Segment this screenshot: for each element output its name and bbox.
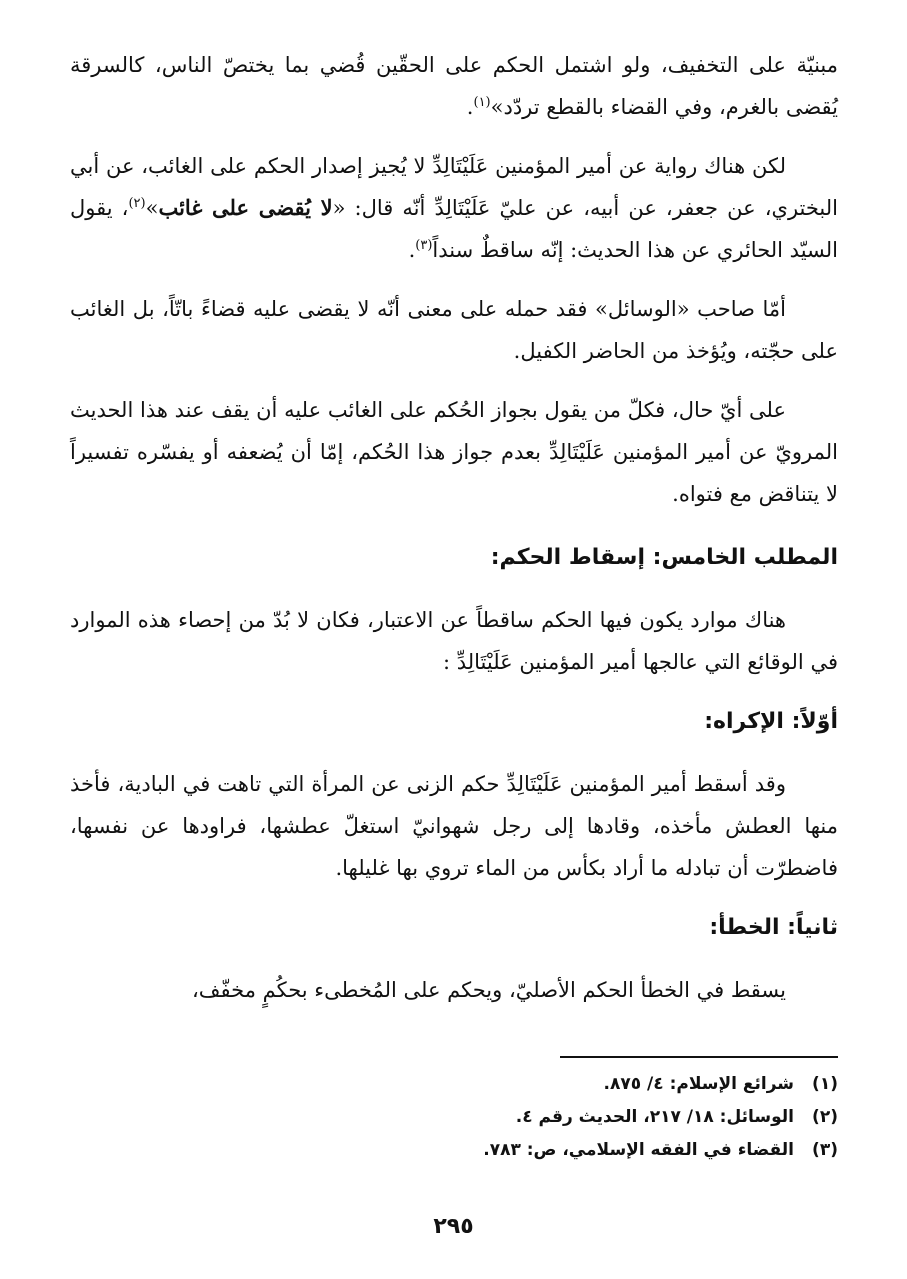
paragraph-3: أمّا صاحب «الوسائل» فقد حمله على معنى أنّه لا يقضى عليه قضاءً باتّاً، بل الغائب على حجّته، ويُؤخذ من الحاضر الكفيل. [70,297,838,363]
paragraph-1 [70,44,838,128]
paragraph-7: يسقط في الخطأ الحكم الأصليّ، ويحكم على المُخطىء بحكُمٍ مخفّف، [192,978,786,1002]
footnote-divider [560,1056,838,1058]
footnote-ref-3: (٣) [415,238,433,253]
footnotes [300,1068,838,1167]
page-body [70,44,838,1028]
subheading-first: أوّلاً: الإكراه: [704,709,838,734]
footnote-text: الوسائل: ١٨/ ٢١٧، الحديث رقم ٤. [515,1107,794,1127]
page-number: ٢٩٥ [433,1214,474,1239]
paragraph-1-end: . [466,95,474,119]
footnote-number: (٣) [812,1140,838,1160]
footnote-item [300,1101,838,1134]
footnote-item [300,1068,838,1101]
paragraph-6: وقد أسقط أمير المؤمنين عَلَيْتَالِدِّ حكم الزنى عن المرأة التي تاهت في البادية، فأخذ منها العطش مأخذه، وقادها إلى رجل شهوانيّ استغلّ عطشها، فراودها عن نفسها، فاضطرّت أن تبادله ما أراد بكأس من الماء تروي بها غليلها. [70,772,838,880]
footnote-text: شرائع الإسلام: ٤/ ٨٧٥. [603,1074,794,1094]
section-heading: المطلب الخامس: إسقاط الحكم: [490,545,838,570]
footnote-text: القضاء في الفقه الإسلامي، ص: ٧٨٣. [483,1140,794,1160]
paragraph-2-text-b: » [145,196,159,220]
subheading-second: ثانياً: الخطأ: [709,915,838,940]
footnote-number: (٢) [812,1107,838,1127]
footnote-number: (١) [812,1074,838,1094]
footnote-ref-2: (٢) [128,196,146,211]
paragraph-5: هناك موارد يكون فيها الحكم ساقطاً عن الاعتبار، فكان لا بُدّ من إحصاء هذه الموارد في الوقائع التي عالجها أمير المؤمنين عَلَيْتَالِدِّ : [70,608,838,674]
paragraph-2-text-a: لكن هناك رواية عن أمير المؤمنين عَلَيْتَالِدِّ لا يُجيز إصدار الحكم على الغائب، عن أبي البختري، عن جعفر، عن أبيه، عن عليّ عَلَيْتَالِدِّ أنّه قال: « [70,154,838,220]
paragraph-2-end: . [408,238,416,262]
paragraph-4: على أيّ حال، فكلّ من يقول بجواز الحُكم على الغائب عليه أن يقف عند هذا الحديث المرويّ عن أمير المؤمنين عَلَيْتَالِدِّ بعدم جواز هذا الحُكم، إمّا أن يُضعفه أو يفسّره تفسيراً لا يتناقض مع فتواه. [70,398,838,506]
paragraph-2 [70,145,838,271]
hadith-quote: لا يُقضى على غائب [158,195,333,220]
paragraph-1-text: مبنيّة على التخفيف، ولو اشتمل الحكم على الحقّين قُضي بما يختصّ الناس، كالسرقة يُقضى بالغرم، وفي القضاء بالقطع تردّد» [70,53,838,119]
footnote-ref-1: (١) [473,95,491,110]
paragraph-2-text-c: ، يقول السيّد الحائري عن هذا الحديث: إنّه ساقطٌ سنداً [70,196,838,262]
footnote-item [300,1134,838,1167]
